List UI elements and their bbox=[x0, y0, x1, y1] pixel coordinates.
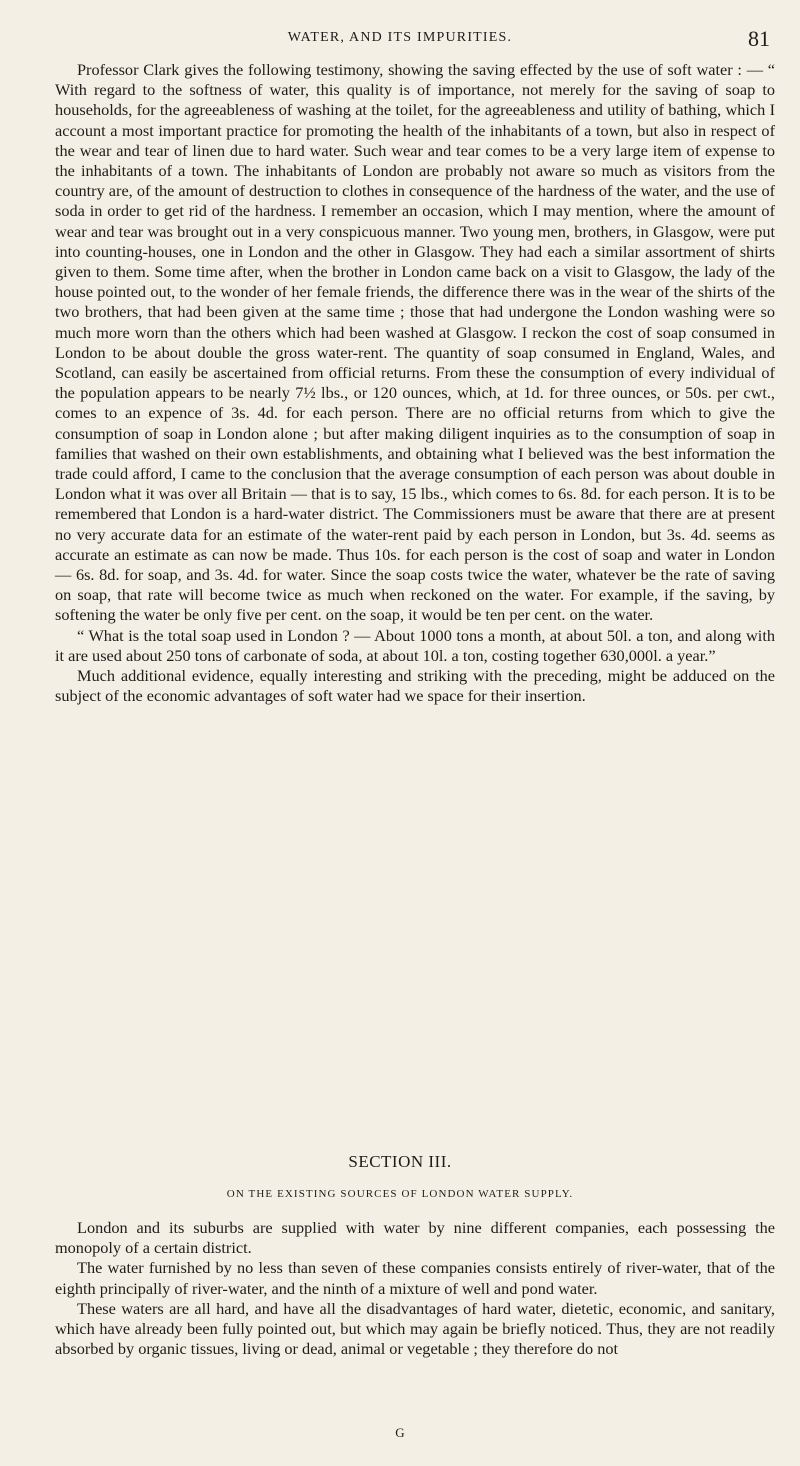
paragraph-hard-waters: These waters are all hard, and have all the disadvantages of hard water, dietetic, economic, and sanitary, which have already been fully pointed out, but which may again be briefly noticed. Thus, they are not readily absorbed by organic tissues, living or dead, animal or vegetable ; they therefore do not bbox=[55, 1298, 775, 1359]
paragraph-total-soap: “ What is the total soap used in London ? — About 1000 tons a month, at about 50l. a ton, and along with it are used about 250 tons of carbonate of soda, at about 10l. a ton, costing together 630,000l. a year.” bbox=[55, 625, 775, 665]
paragraph-river-water: The water furnished by no less than seven of these companies consists entirely of river-water, that of the eighth principally of river-water, and the ninth of a mixture of well and pond water. bbox=[55, 1258, 775, 1298]
section-heading: SECTION III. bbox=[348, 1152, 452, 1171]
paragraph-clark-testimony: Professor Clark gives the following testimony, showing the saving effected by the use of soft water : — “ With regard to the softness of water, this quality is of importance, not merely for the saving of soap to households, for the agreeableness of washing at the toilet, for the agreeableness and utility of bathing, which I account a most important practice for promoting the health of the inhabitants of a town, but also in respect of the wear and tear of linen due to hard water. Such wear and tear comes to be a very large item of expense to the inhabitants of a town. The inhabitants of London are probably not aware so much as visitors from the country are, of the amount of destruction to clothes in consequence of the hardness of the water, and the use of soda in order to get rid of the hardness. I remember an occasion, which I may mention, where the amount of wear and tear was brought out in a very conspicuous manner. Two young men, brothers, in Glasgow, were put into counting-houses, one in London and the other in Glasgow. They had each a similar assortment of shirts given to them. Some time after, when the brother in London came back on a visit to Glasgow, the lady of the house pointed out, to the wonder of her female friends, the difference there was in the wear of the shirts of the two brothers, that had been given at the same time ; those that had undergone the London washing were so much more worn than the others which had been washed at Glasgow. I reckon the cost of soap consumed in London to be about double the gross water-rent. The quantity of soap consumed in England, Wales, and Scotland, can easily be ascertained from official returns. From these the consumption of every individual of the population appears to be nearly 7½ lbs., or 120 ounces, which, at 1d. for three ounces, or 50s. per cwt., comes to an expence of 3s. 4d. for each person. There are no official returns from which to give the consumption of soap in London alone ; but after making diligent inquiries as to the consumption of soap in families that washed on their own establishments, and obtaining what I believed was the best information the trade could afford, I came to the conclusion that the average consumption of each person was about double in London what it was over all Britain — that is to say, 15 lbs., which comes to 6s. 8d. for each person. It is to be remembered that London is a hard-water district. The Commissioners must be aware that there are at present no very accurate data for an estimate of the water-rent paid by each person in London, but 3s. 4d. seems as accurate an estimate as can now be made. Thus 10s. for each person is the cost of soap and water in London — 6s. 8d. for soap, and 3s. 4d. for water. Since the soap costs twice the water, whatever be the rate of saving on soap, that rate will become twice as much when reckoned on the water. For example, if the saving, by softening the water be only five per cent. on the soap, it would be ten per cent. on the water. bbox=[55, 60, 776, 625]
paragraph-additional-evidence: Much additional evidence, equally interesting and striking with the preceding, might be adduced on the subject of the economic advantages of soft water had we space for their insertion. bbox=[55, 666, 775, 706]
page-number: 81 bbox=[748, 26, 770, 51]
signature-mark: G bbox=[395, 1425, 405, 1440]
section-subheading: ON THE EXISTING SOURCES OF LONDON WATER SUPPLY. bbox=[226, 1188, 574, 1200]
running-head bbox=[0, 26, 800, 58]
paragraph-nine-companies: London and its suburbs are supplied with water by nine different companies, each possessing the monopoly of a certain district. bbox=[55, 1218, 775, 1258]
running-title: WATER, AND ITS IMPURITIES. bbox=[287, 30, 513, 45]
body-text bbox=[55, 60, 775, 707]
section-text bbox=[55, 1218, 775, 1359]
